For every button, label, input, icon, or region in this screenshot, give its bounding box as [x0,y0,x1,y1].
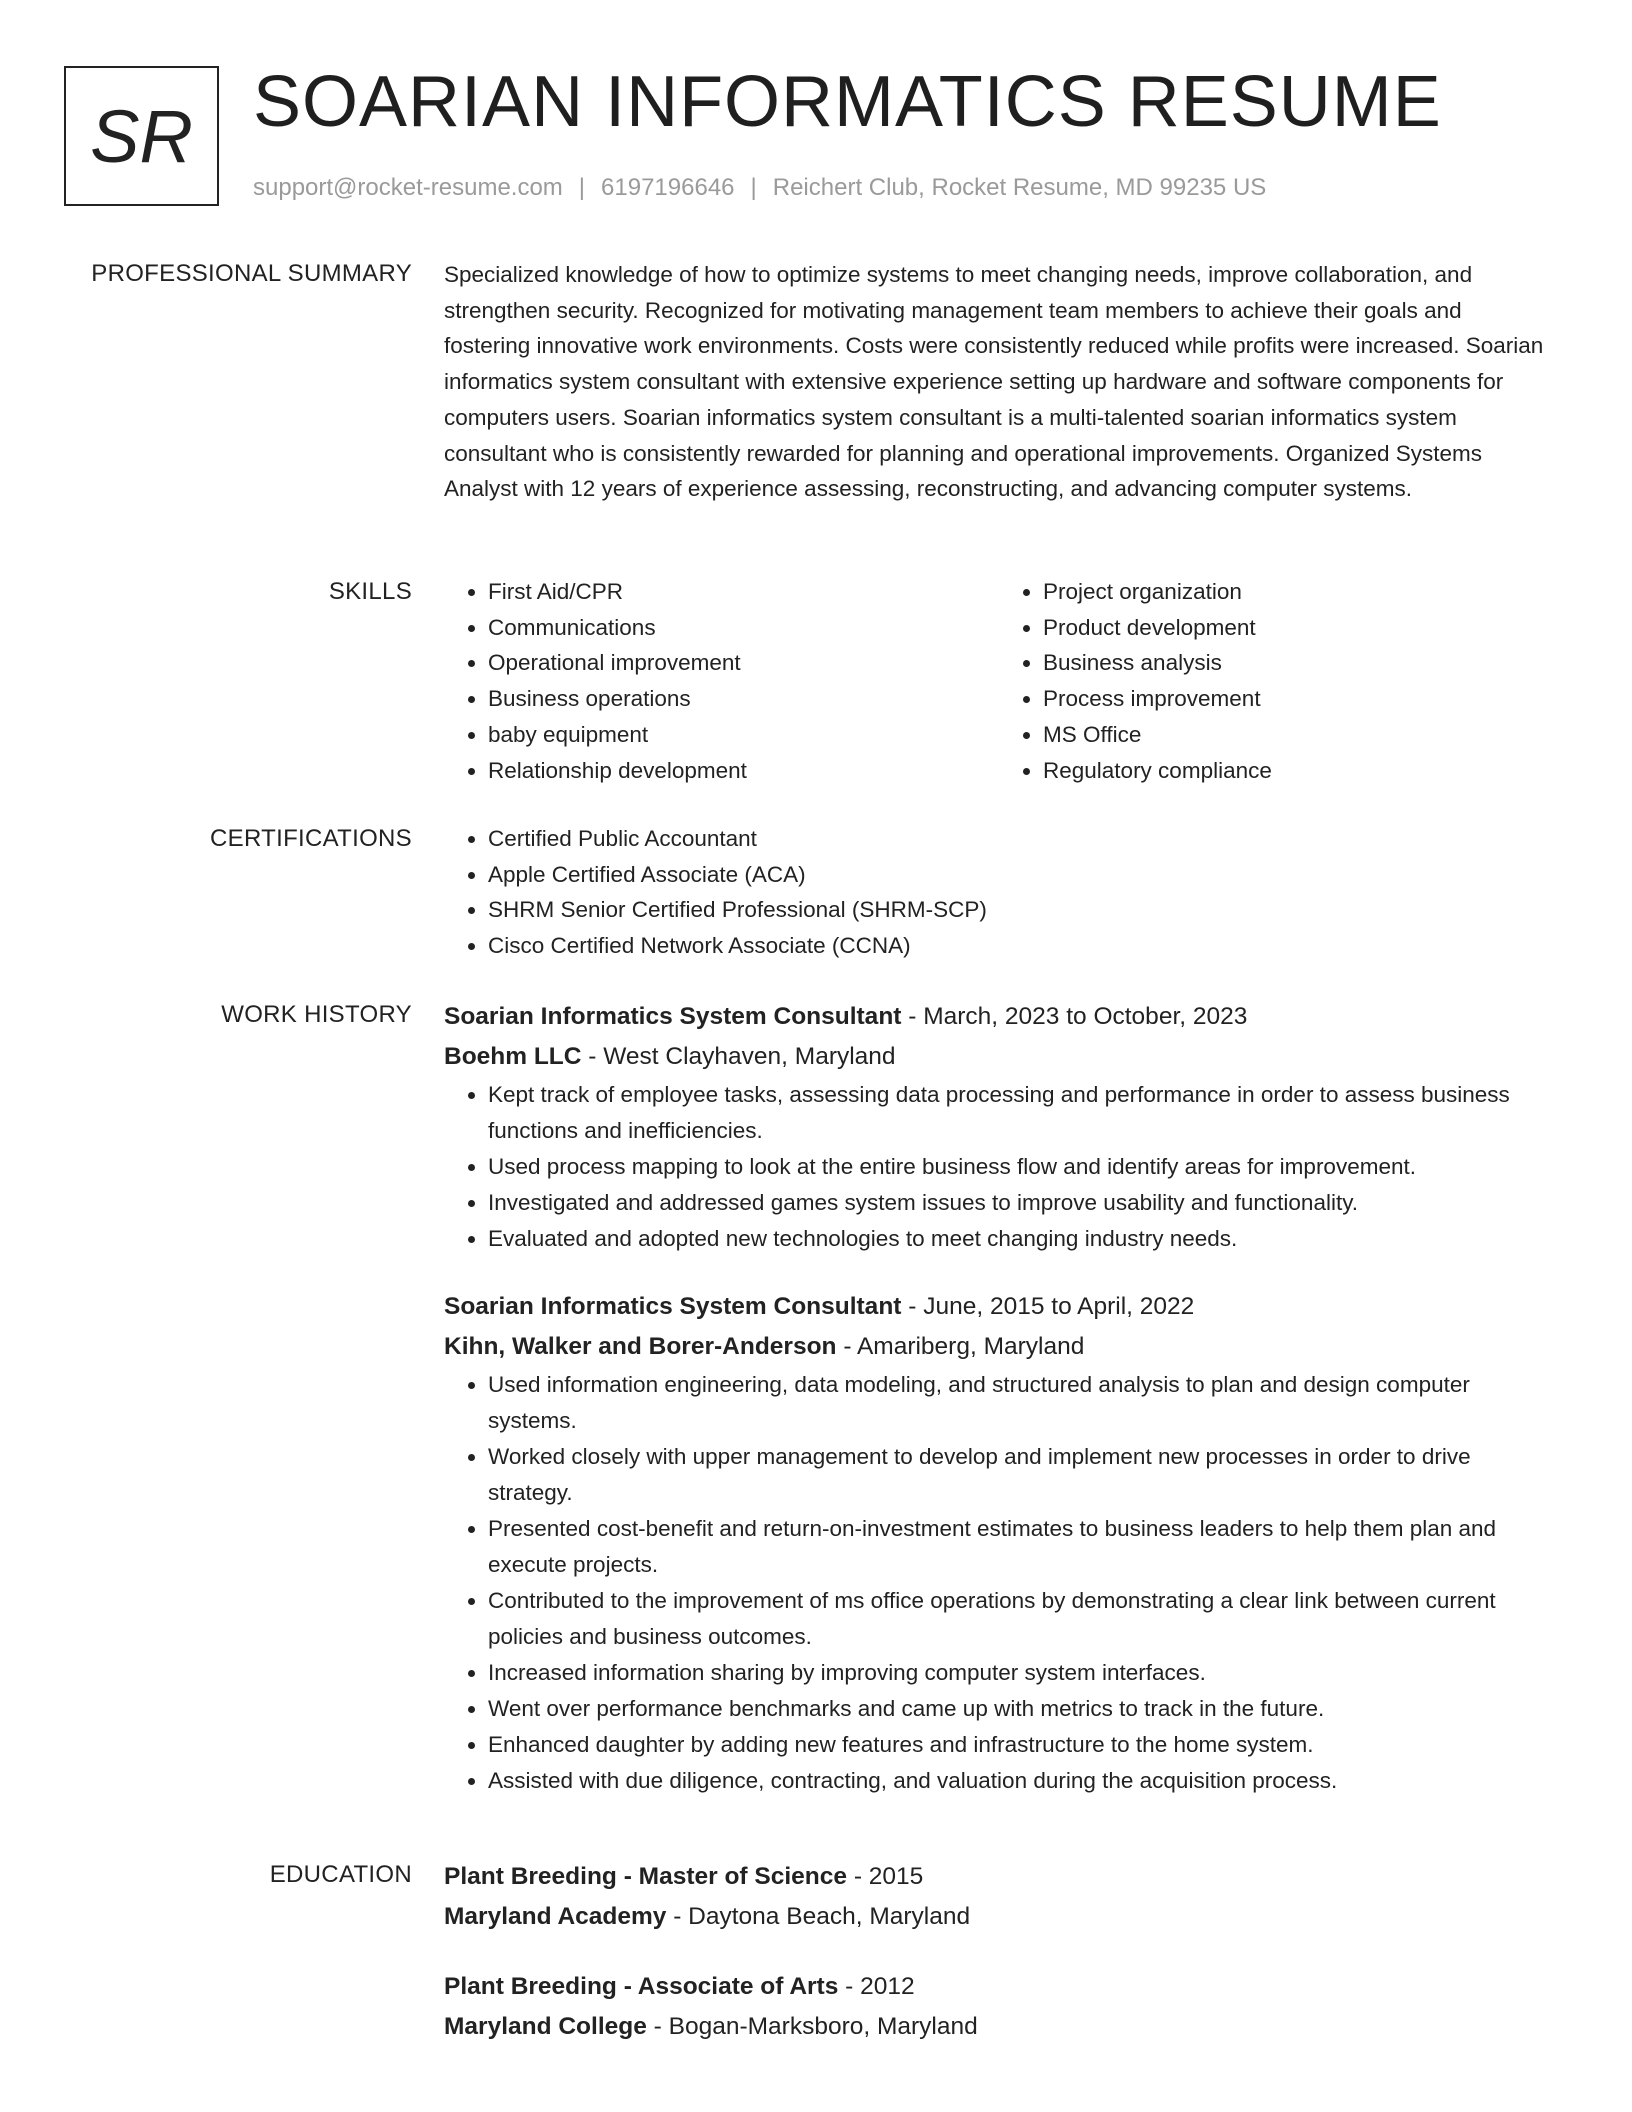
certification-item: • Cisco Certified Network Associate (CCNA) [488,928,1554,964]
education-school-line [444,1897,1554,1937]
job-duty: • Used process mapping to look at the entire business flow and identify areas for improvement. [488,1149,1554,1185]
work-history-label: WORK HISTORY [221,1001,412,1028]
certifications-label: CERTIFICATIONS [210,825,412,852]
skills-label: SKILLS [328,578,412,605]
summary-text: Specialized knowledge of how to optimize systems to meet changing needs, improve collaboration, and strengthen security. Recognized for motivating management team members to achieve their goals and fostering innovative work environments. Costs were consistently reduced while profits were increased. Soarian informatics system consultant with extensive experience setting up hardware and software components for computers users. Soarian informatics system consultant is a multi-talented soarian informatics system consultant who is consistently rewarded for planning and operational improvements. Organized Systems Analyst with 12 years of experience assessing, reconstructing, and advancing computer systems. [444,262,1544,502]
job-company-line [444,1037,1554,1077]
education-school: Maryland College [444,2013,647,2040]
education-location: - Bogan-Marksboro, Maryland [653,2013,978,2040]
job-company: Kihn, Walker and Borer-Anderson [444,1333,837,1360]
job-duty: • Enhanced daughter by adding new features and infrastructure to the home system. [488,1727,1554,1763]
education-entry [444,1967,1554,2047]
job-duty: • Used information engineering, data modeling, and structured analysis to plan and design computer systems. [488,1367,1554,1439]
education-degree: Plant Breeding - Master of Science [444,1863,847,1890]
job-title: Soarian Informatics System Consultant [444,1293,902,1320]
job-entry [444,1287,1554,1799]
summary-label: PROFESSIONAL SUMMARY [91,260,412,287]
contact-line [253,174,1266,202]
job-location: - West Clayhaven, Maryland [588,1043,896,1070]
contact-separator: | [750,174,757,201]
skill-item: • Regulatory compliance [1043,753,1554,789]
certification-item: • Certified Public Accountant [488,821,1554,857]
job-duties-list [444,1077,1554,1257]
job-dates: - March, 2023 to October, 2023 [908,1003,1248,1030]
skill-item: • Communications [488,610,999,646]
skill-item: • Business operations [488,681,999,717]
job-title-line [444,997,1554,1037]
job-company: Boehm LLC [444,1043,582,1070]
certification-item: • Apple Certified Associate (ACA) [488,857,1554,893]
skill-item: • Product development [1043,610,1554,646]
job-title: Soarian Informatics System Consultant [444,1003,902,1030]
resume-title: SOARIAN INFORMATICS RESUME [253,62,1442,142]
education-degree-line [444,1857,1554,1897]
job-duty: • Worked closely with upper management to develop and implement new processes in order to drive strategy. [488,1439,1554,1511]
job-duty: • Assisted with due diligence, contracting, and valuation during the acquisition process. [488,1763,1554,1799]
job-duty: • Contributed to the improvement of ms office operations by demonstrating a clear link between current policies and business outcomes. [488,1583,1554,1655]
job-duty: • Evaluated and adopted new technologies to meet changing industry needs. [488,1221,1554,1257]
contact-phone[interactable]: 6197196646 [601,174,735,201]
education-year: - 2012 [845,1973,915,2000]
education-school: Maryland Academy [444,1903,667,1930]
contact-address: Reichert Club, Rocket Resume, MD 99235 US [772,174,1267,201]
education-location: - Daytona Beach, Maryland [673,1903,971,1930]
skill-item: • baby equipment [488,717,999,753]
job-duty: • Went over performance benchmarks and came up with metrics to track in the future. [488,1691,1554,1727]
job-duty: • Increased information sharing by improving computer system interfaces. [488,1655,1554,1691]
job-duty: • Investigated and addressed games system issues to improve usability and functionality. [488,1185,1554,1221]
skill-item: • Operational improvement [488,645,999,681]
job-duties-list [444,1367,1554,1799]
contact-email[interactable]: support@rocket-resume.com [253,174,563,201]
skills-list-left [444,574,999,788]
job-company-line [444,1327,1554,1367]
certification-item: • SHRM Senior Certified Professional (SHRM-SCP) [488,892,1554,928]
contact-separator: | [578,174,586,201]
skill-item: • MS Office [1043,717,1554,753]
skill-item: • First Aid/CPR [488,574,999,610]
skill-item: • Business analysis [1043,645,1554,681]
skill-item: • Project organization [1043,574,1554,610]
skills-list-right [999,574,1554,788]
job-dates: - June, 2015 to April, 2022 [908,1293,1195,1320]
monogram-logo: SR [64,66,219,206]
education-year: - 2015 [853,1863,924,1890]
skill-item: • Relationship development [488,753,999,789]
education-label: EDUCATION [269,1861,412,1888]
education-entry [444,1857,1554,1937]
skill-item: • Process improvement [1043,681,1554,717]
job-entry [444,997,1554,1257]
education-degree: Plant Breeding - Associate of Arts [444,1973,839,2000]
job-title-line [444,1287,1554,1327]
education-school-line [444,2007,1554,2047]
certifications-list [444,821,1554,964]
education-degree-line [444,1967,1554,2007]
job-duty: • Presented cost-benefit and return-on-investment estimates to business leaders to help them plan and execute projects. [488,1511,1554,1583]
job-duty: • Kept track of employee tasks, assessing data processing and performance in order to assess business functions and inefficiencies. [488,1077,1554,1149]
job-location: - Amariberg, Maryland [843,1333,1085,1360]
